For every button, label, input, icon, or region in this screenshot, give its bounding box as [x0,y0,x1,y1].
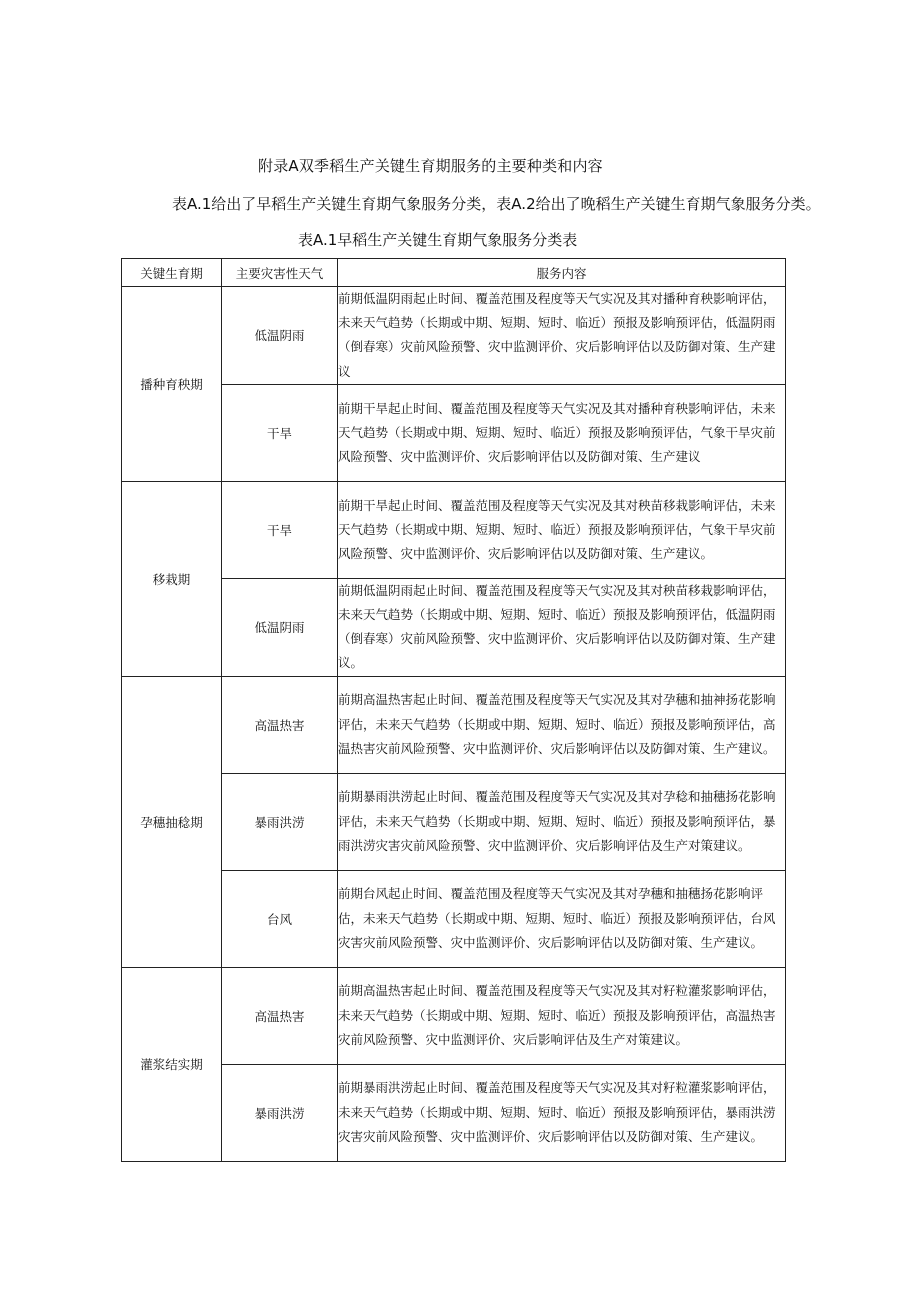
table-row [122,676,786,773]
hazard-cell: 低温阴雨 [222,287,338,385]
table-caption: 表A.1早稻生产关键生育期气象服务分类表 [298,231,578,249]
table-row [122,578,786,676]
content-cell: 前期暴雨洪涝起止时间、覆盖范围及程度等天气实况及其对孕稔和抽穗扬花影响评估，未来天气趋势（长期或中期、短期、短时、临近）预报及影响预评估，暴雨洪涝灾害灾前风险预警、灾中监测评价、灾后影响评估及生产对策建议。 [338,773,786,870]
header-stage: 关键生育期 [122,259,222,287]
content-cell: 前期干旱起止时间、覆盖范围及程度等天气实况及其对播种育秧影响评估，未来天气趋势（长期或中期、短期、短时、临近）预报及影响预评估，气象干旱灾前风险预警、灾中监测评价、灾后影响评估以及防御对策、生产建议 [338,384,786,481]
table-row [122,773,786,870]
table-row [122,481,786,578]
content-cell: 前期台风起止时间、覆盖范围及程度等天气实况及其对孕穗和抽穗扬花影响评估，未来天气趋势（长期或中期、短期、短时、临近）预报及影响预评估，台风灾害灾前风险预警、灾中监测评价、灾后影响评估以及防御对策、生产建议。 [338,870,786,967]
content-cell: 前期高温热害起止时间、覆盖范围及程度等天气实况及其对孕穗和抽神扬花影响评估，未来天气趋势（长期或中期、短期、短时、临近）预报及影响预评估，高温热害灾前风险预警、灾中监测评价、灾后影响评估以及防御对策、生产建议。 [338,676,786,773]
hazard-cell: 台风 [222,870,338,967]
hazard-cell: 暴雨洪涝 [222,1064,338,1161]
stage-cell: 灌浆结实期 [122,967,222,1161]
table-row [122,384,786,481]
hazard-cell: 暴雨洪涝 [222,773,338,870]
content-cell: 前期低温阴雨起止时间、覆盖范围及程度等天气实况及其对播种育秧影响评估，未来天气趋势（长期或中期、短期、短时、临近）预报及影响预评估，低温阴雨（倒春寒）灾前风险预警、灾中监测评价、灾后影响评估以及防御对策、生产建议 [338,287,786,385]
hazard-cell: 低温阴雨 [222,578,338,676]
table-row [122,287,786,385]
table-header-row [122,259,786,287]
appendix-heading: 附录A双季稻生产关键生育期服务的主要种类和内容 [258,157,603,175]
content-cell: 前期低温阴雨起止时间、覆盖范围及程度等天气实况及其对秧苗移栽影响评估，未来天气趋势（长期或中期、短期、短时、临近）预报及影响预评估，低温阴雨（倒春寒）灾前风险预警、灾中监测评价、灾后影响评估以及防御对策、生产建议。 [338,578,786,676]
hazard-cell: 干旱 [222,481,338,578]
table-row [122,870,786,967]
header-content: 服务内容 [338,259,786,287]
service-table [121,258,786,1162]
content-cell: 前期干旱起止时间、覆盖范围及程度等天气实况及其对秧苗移栽影响评估，未来天气趋势（长期或中期、短期、短时、临近）预报及影响预评估，气象干旱灾前风险预警、灾中监测评价、灾后影响评估以及防御对策、生产建议。 [338,481,786,578]
stage-cell: 播种育秧期 [122,287,222,482]
intro-paragraph: 表A.1给出了早稻生产关键生育期气象服务分类，表A.2给出了晚稻生产关键生育期气象服务分类。 [172,195,821,213]
stage-cell: 移栽期 [122,481,222,676]
stage-cell: 孕穗抽稔期 [122,676,222,967]
hazard-cell: 高温热害 [222,676,338,773]
hazard-cell: 干旱 [222,384,338,481]
content-cell: 前期暴雨洪涝起止时间、覆盖范围及程度等天气实况及其对籽粒灌浆影响评估，未来天气趋势（长期或中期、短期、短时、临近）预报及影响预评估，暴雨洪涝灾害灾前风险预警、灾中监测评价、灾后影响评估以及防御对策、生产建议。 [338,1064,786,1161]
hazard-cell: 高温热害 [222,967,338,1064]
header-hazard: 主要灾害性天气 [222,259,338,287]
table-row [122,967,786,1064]
content-cell: 前期高温热害起止时间、覆盖范围及程度等天气实况及其对籽粒灌浆影响评估，未来天气趋势（长期或中期、短期、短时、临近）预报及影响预评估，高温热害灾前风险预警、灾中监测评价、灾后影响评估及生产对策建议。 [338,967,786,1064]
table-row [122,1064,786,1161]
